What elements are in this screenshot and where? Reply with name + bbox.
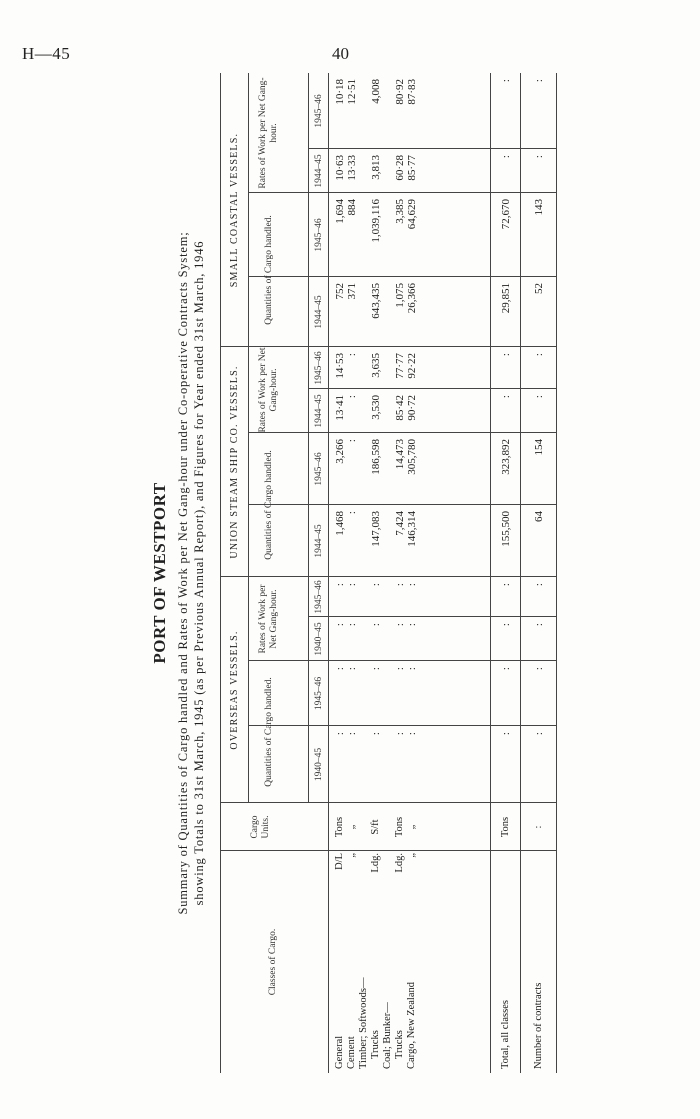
row-sub: „: [346, 853, 357, 858]
header-classes: Classes of Cargo.: [268, 928, 278, 996]
table-cell: 186,598: [370, 439, 382, 475]
table-cell: 323,892: [500, 439, 512, 475]
summary-heading-line-1: Summary of Quantities of Cargo handled and Rates of Work per Net Gang-hour under Co-operative Contracts System;: [176, 231, 190, 915]
table-cell: :: [500, 395, 512, 399]
table-cell: 4,008: [370, 79, 382, 104]
table-cell: 64: [533, 511, 545, 522]
table-cell: 52: [533, 283, 545, 294]
table-cell: :: [500, 155, 512, 159]
table-cell: 1,694: [334, 199, 346, 224]
year-ov-q1: 1940–45: [314, 747, 324, 782]
row-unit: Tons: [334, 816, 345, 838]
table-cell: :: [346, 623, 358, 627]
year-sc-r2: 1945–46: [314, 94, 324, 128]
table-cell: :: [533, 732, 545, 736]
table-cell: 14,473: [394, 439, 406, 470]
table-cell: 92·22: [406, 353, 418, 379]
row-unit: „: [406, 824, 417, 830]
table-cell: 154: [533, 439, 545, 456]
table-cell: 643,435: [370, 283, 382, 319]
table-cell: :: [346, 353, 358, 357]
table-cell: :: [406, 667, 418, 671]
table-cell: 3,530: [370, 395, 382, 420]
table-cell: 13·41: [334, 395, 346, 421]
year-us-q2: 1945–46: [314, 452, 324, 486]
header-sc-rates: Rates of Work per Net Gang-hour.: [258, 77, 279, 189]
header-units: Cargo Units.: [250, 815, 271, 839]
table-cell: 305,780: [406, 439, 418, 475]
table-cell: 90·72: [406, 395, 418, 421]
year-sc-q1: 1944–45: [314, 295, 324, 329]
table-cell: :: [500, 353, 512, 357]
table-cell: 10·18: [334, 79, 346, 105]
year-us-r2: 1945–46: [314, 351, 324, 385]
table-cell: 1,039,116: [370, 199, 382, 243]
table-cell: 3,385: [394, 199, 406, 224]
rotated-table-block: [150, 73, 670, 1073]
table-cell: :: [394, 623, 406, 627]
table-cell: :: [533, 583, 545, 587]
year-us-r1: 1944–45: [314, 394, 324, 428]
header-us-quantities: Quantities of Cargo handled.: [264, 450, 274, 560]
table-cell: :: [533, 395, 545, 399]
table-cell: :: [346, 511, 358, 515]
table-cell: :: [394, 583, 406, 587]
table-cell: :: [533, 155, 545, 159]
header-small: SMALL COASTAL VESSELS.: [229, 132, 240, 288]
table-cell: :: [334, 732, 346, 736]
table-cell: 3,813: [370, 155, 382, 180]
table-cell: 80·92: [394, 79, 406, 105]
table-cell: 1,468: [334, 511, 346, 536]
row-unit: „: [346, 824, 357, 830]
table-cell: :: [346, 395, 358, 399]
year-ov-q2: 1945–46: [314, 676, 324, 711]
page-title: PORT OF WESTPORT: [150, 482, 169, 664]
header-union: UNION STEAM SHIP CO. VESSELS.: [229, 365, 240, 559]
header-ov-quantities: Quantities of Cargo handled.: [264, 677, 274, 787]
row-unit: Tons: [394, 816, 405, 838]
table-cell: :: [406, 583, 418, 587]
table-cell: :: [370, 623, 382, 627]
row-label: Trucks: [370, 1030, 381, 1059]
table-cell: 85·42: [394, 395, 406, 421]
table-cell: :: [533, 79, 545, 83]
table-cell: :: [346, 439, 358, 443]
year-us-q1: 1944–45: [314, 524, 324, 558]
table-cell: 10·63: [334, 155, 346, 181]
table-cell: :: [500, 667, 512, 671]
table-cell: 72,670: [500, 199, 512, 230]
row-label: Timber; Softwoods—: [358, 977, 369, 1069]
table-cell: 147,083: [370, 511, 382, 547]
table-cell: :: [370, 732, 382, 736]
row-sub: „: [406, 853, 417, 858]
summary-heading-line-2: showing Totals to 31st March, 1945 (as per Previous Annual Report), and Figures for Year ended 31st March, 1946: [192, 240, 206, 906]
row-sub: D/L: [334, 853, 345, 870]
table-cell: :: [394, 667, 406, 671]
table-cell: :: [500, 79, 512, 83]
table-cell: :: [370, 667, 382, 671]
table-cell: 12·51: [346, 79, 358, 105]
row-label: Trucks: [394, 1030, 405, 1059]
row-sub: Ldg.: [370, 853, 381, 873]
table-cell: :: [370, 583, 382, 587]
row-unit: :: [533, 825, 544, 829]
table-cell: 14·53: [334, 353, 346, 379]
row-label: Coal; Bunker—: [382, 1002, 393, 1069]
row-label: Cement: [346, 1036, 357, 1069]
table-cell: :: [346, 667, 358, 671]
header-sc-quantities: Quantities of Cargo handled.: [264, 215, 274, 325]
table-cell: 143: [533, 199, 545, 216]
table-cell: :: [394, 732, 406, 736]
table-cell: 155,500: [500, 511, 512, 547]
table-cell: 26,366: [406, 283, 418, 314]
page-number: 40: [332, 44, 349, 63]
table-cell: :: [346, 732, 358, 736]
table-cell: :: [334, 667, 346, 671]
table-cell: :: [533, 667, 545, 671]
table-cell: 146,314: [406, 511, 418, 547]
row-label: Total, all classes: [500, 1000, 511, 1069]
year-ov-r1: 1940–45: [314, 622, 324, 656]
table-cell: :: [533, 353, 545, 357]
table-cell: 884: [346, 199, 358, 216]
table-cell: :: [406, 623, 418, 627]
row-label: General: [334, 1035, 345, 1069]
table-cell: 13·33: [346, 155, 358, 181]
table-cell: :: [334, 583, 346, 587]
year-sc-r1: 1944–45: [314, 154, 324, 188]
table-cell: 3,635: [370, 353, 382, 378]
table-cell: :: [334, 623, 346, 627]
table-cell: 60·28: [394, 155, 406, 181]
row-unit: S/ft: [370, 819, 381, 835]
table-cell: 87·83: [406, 79, 418, 105]
table-cell: :: [500, 623, 512, 627]
table-cell: :: [500, 732, 512, 736]
table-cell: :: [500, 583, 512, 587]
year-sc-q2: 1945–46: [314, 218, 324, 252]
row-label: Cargo, New Zealand: [406, 982, 417, 1069]
row-label: Number of contracts: [533, 982, 544, 1069]
table-cell: 7,424: [394, 511, 406, 536]
header-overseas: OVERSEAS VESSELS.: [229, 630, 240, 750]
header-ov-rates: Rates of Work per Net Gang-hour.: [258, 584, 279, 654]
table-cell: 29,851: [500, 283, 512, 314]
row-sub: Ldg.: [394, 853, 405, 873]
table-cell: 371: [346, 283, 358, 300]
table-cell: 77·77: [394, 353, 406, 379]
table-cell: :: [406, 732, 418, 736]
table-cell: :: [346, 583, 358, 587]
table-cell: 752: [334, 283, 346, 300]
header-us-rates: Rates of Work per Net Gang-hour.: [258, 347, 279, 433]
cargo-table: [220, 73, 592, 1073]
table-cell: :: [533, 623, 545, 627]
table-cell: 3,266: [334, 439, 346, 464]
table-cell: 85·77: [406, 155, 418, 181]
table-cell: 64,629: [406, 199, 418, 230]
year-ov-r2: 1945–46: [314, 580, 324, 614]
row-unit: Tons: [500, 816, 511, 838]
table-cell: 1,075: [394, 283, 406, 308]
page-code: H—45: [22, 44, 71, 63]
